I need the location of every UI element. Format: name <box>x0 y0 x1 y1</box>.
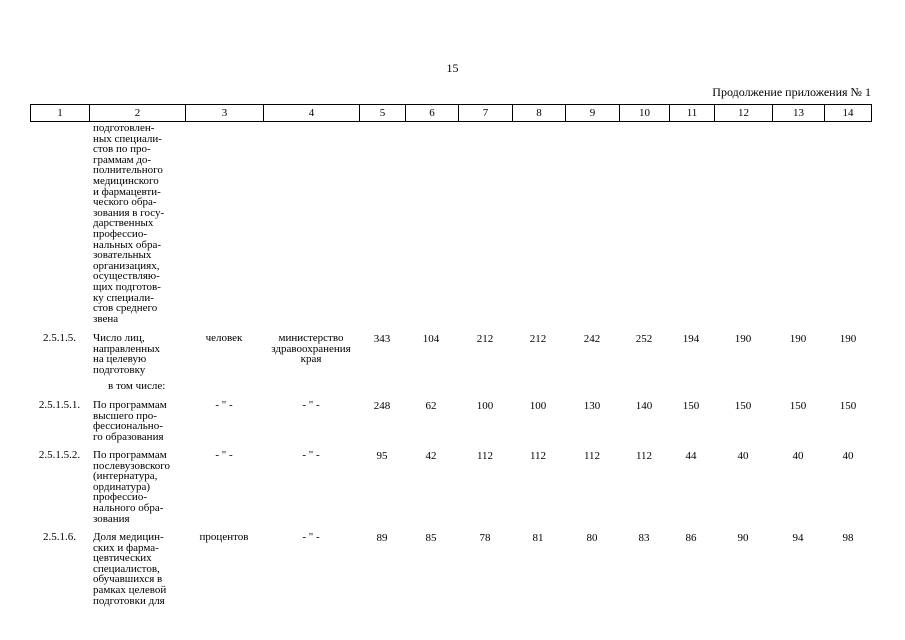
value-cell: 112 <box>476 450 494 462</box>
header-col-4: 4 <box>263 105 359 121</box>
value-cell: 40 <box>842 450 854 462</box>
header-col-1: 1 <box>30 105 89 121</box>
row-unit: - " - <box>215 399 233 411</box>
value-cell: 112 <box>583 450 601 462</box>
header-col-6: 6 <box>405 105 458 121</box>
value-cell: 100 <box>476 400 494 412</box>
value-cell: 194 <box>682 333 700 345</box>
value-cell: 112 <box>529 450 547 462</box>
row-responsible: министерство здравоохранения края <box>271 332 351 366</box>
value-cell: 248 <box>373 400 391 412</box>
value-cell: 40 <box>792 450 804 462</box>
header-col-12: 12 <box>714 105 772 121</box>
header-col-5: 5 <box>359 105 405 121</box>
value-cell: 83 <box>638 532 650 544</box>
row-responsible: - " - <box>302 531 320 543</box>
value-cell: 130 <box>583 400 601 412</box>
value-cell: 343 <box>373 333 391 345</box>
value-cell: 44 <box>685 450 697 462</box>
value-cell: 190 <box>789 333 807 345</box>
row-name: Доля медицин- ских и фарма- цевтических специалистов, обучавшихся в рамках целевой подготовки для <box>93 531 167 607</box>
row-responsible: - " - <box>302 449 320 461</box>
row-name: По программам высшего про- фессионально- го образования <box>93 399 167 443</box>
value-cell: 190 <box>734 333 752 345</box>
row-unit: человек <box>205 332 243 344</box>
header-col-11: 11 <box>669 105 714 121</box>
header-col-3: 3 <box>185 105 263 121</box>
row-responsible: - " - <box>302 399 320 411</box>
value-cell: 150 <box>734 400 752 412</box>
row-code: 2.5.1.6. <box>43 531 76 543</box>
header-col-8: 8 <box>512 105 565 121</box>
value-cell: 252 <box>635 333 653 345</box>
value-cell: 85 <box>425 532 437 544</box>
value-cell: 62 <box>425 400 437 412</box>
row-code: 2.5.1.5. <box>43 332 76 344</box>
value-cell: 150 <box>839 400 857 412</box>
row-fragment-text: подготовлен- ных специали- стов по про- граммам до- полнительного медицинского и фармацевти- ческого обра- зования в госу- дарственных профессио- нальных обра- зовательных организациях, осуществляю- щих подготов- ку специали- стов среднего звена <box>93 122 165 325</box>
value-cell: 89 <box>376 532 388 544</box>
value-cell: 150 <box>789 400 807 412</box>
row-unit: процентов <box>199 531 249 543</box>
value-cell: 94 <box>792 532 804 544</box>
header-col-7: 7 <box>458 105 512 121</box>
value-cell: 42 <box>425 450 437 462</box>
header-col-2: 2 <box>89 105 185 121</box>
value-cell: 150 <box>682 400 700 412</box>
table-header-row <box>30 104 872 122</box>
value-cell: 104 <box>422 333 440 345</box>
header-col-9: 9 <box>565 105 619 121</box>
row-unit: - " - <box>215 449 233 461</box>
value-cell: 78 <box>479 532 491 544</box>
value-cell: 100 <box>529 400 547 412</box>
value-cell: 212 <box>529 333 547 345</box>
value-cell: 86 <box>685 532 697 544</box>
value-cell: 190 <box>839 333 857 345</box>
row-name: По программам послевузовского (интернатура, ординатура) профессио- нального обра- зования <box>93 449 171 525</box>
row-code: 2.5.1.5.1. <box>38 399 81 411</box>
value-cell: 98 <box>842 532 854 544</box>
row-name: Число лиц, направленных на целевую подготовку <box>93 332 160 376</box>
continuation-label: Продолжение приложения № 1 <box>712 85 871 99</box>
header-col-10: 10 <box>619 105 669 121</box>
value-cell: 112 <box>635 450 653 462</box>
row-code: 2.5.1.5.2. <box>38 449 81 461</box>
value-cell: 95 <box>376 450 388 462</box>
value-cell: 80 <box>586 532 598 544</box>
value-cell: 140 <box>635 400 653 412</box>
value-cell: 242 <box>583 333 601 345</box>
value-cell: 90 <box>737 532 749 544</box>
value-cell: 212 <box>476 333 494 345</box>
subheading: в том числе: <box>108 380 166 392</box>
value-cell: 81 <box>532 532 544 544</box>
page-number: 15 <box>446 61 459 75</box>
header-col-14: 14 <box>824 105 872 121</box>
value-cell: 40 <box>737 450 749 462</box>
header-col-13: 13 <box>772 105 824 121</box>
